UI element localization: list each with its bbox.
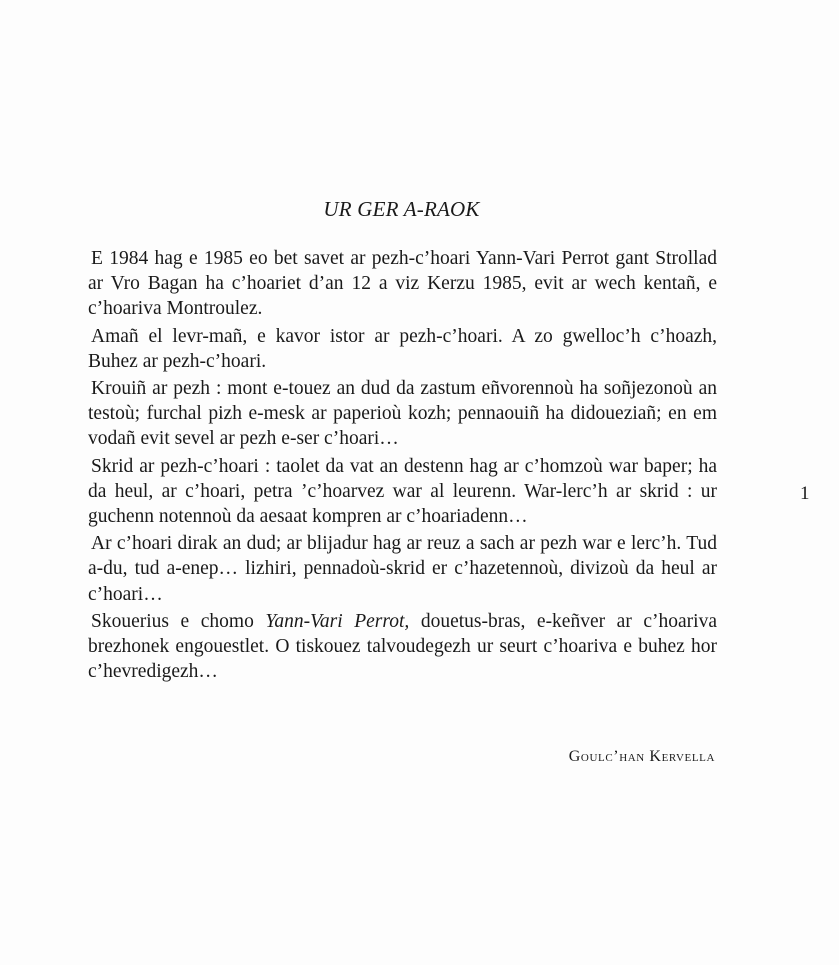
paragraph-6-after: douetus-bras, e-keñver ar c’hoariva brezhonek engouestlet. O tiskouez talvoudegezh ur seurt c’hoariva e buhez hor c’hevredigezh… [88,610,717,683]
paragraph-3: Krouiñ ar pezh : mont e-touez an dud da zastum eñvorennoù ha soñjezonoù an testoù; furchal pizh e-mesk ar paperioù kozh; pennaouiñ ha didoueziañ; en em vodañ evit sevel ar pezh e-ser c’hoari… [88,378,717,450]
paragraph-2: Amañ el levr-mañ, e kavor istor ar pezh-c’hoari. A zo gwelloc’h c’hoazh, Buhez ar pezh-c’hoari. [88,325,717,372]
foreword-body [88,246,717,684]
paragraph-6-before: Skouerius e chomo [91,610,266,632]
page-title: UR GER A-RAOK [323,197,480,221]
paragraph-5: Ar c’hoari dirak an dud; ar blijadur hag ar reuz a sach ar pezh war e lerc’h. Tud a-du, tud a-enep… lizhiri, pennadoù-skrid er c’hazetennoù, divizoù da heul ar c’hoari… [88,533,717,605]
page-number: 1 [800,483,810,504]
paragraph-1: E 1984 hag e 1985 eo bet savet ar pezh-c’hoari Yann-Vari Perrot gant Strollad ar Vro Bagan ha c’hoariet d’an 12 a viz Kerzu 1985, evit ar wech kentañ, e c’hoariva Montroulez. [88,248,717,320]
paragraph-4: Skrid ar pezh-c’hoari : taolet da vat an destenn hag ar c’homzoù war baper; ha da heul, ar c’hoari, petra ’c’hoarvez war al leurenn. War-lerc’h ar skrid : ur guchenn notennoù da aesaat kompren ar c’hoariadenn… [88,455,717,528]
author-signature: Goulc’han Kervella [568,748,715,765]
paragraph-6 [88,609,717,685]
play-title-emphasis: Yann-Vari Perrot, [265,610,410,632]
